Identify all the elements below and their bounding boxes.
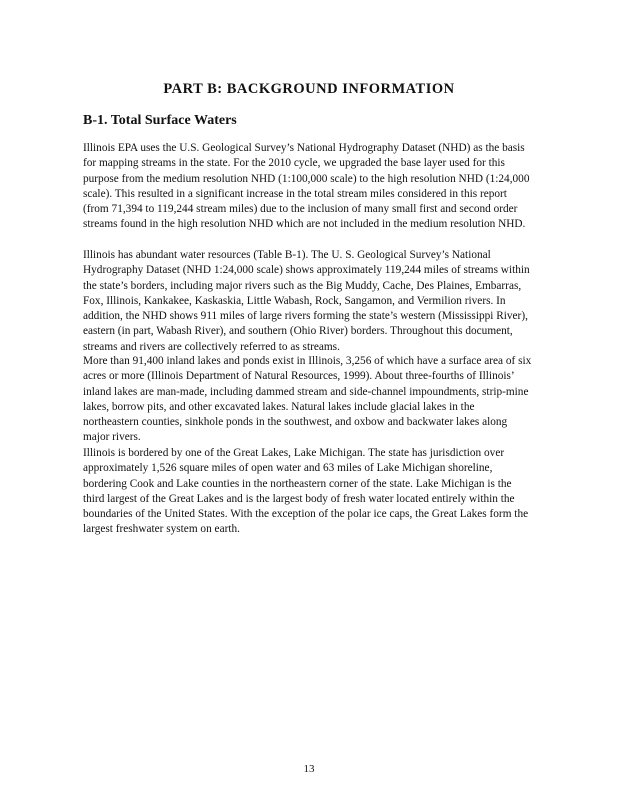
paragraph-lake-michigan: Illinois is bordered by one of the Great Lakes, Lake Michigan. The state has jurisdiction over approximately 1,526 square miles of open water and 63 miles of Lake Michigan shoreline, bordering Cook and Lake counties in the northeastern corner of the state. Lake Michigan is the third largest of the Great Lakes and is the largest body of fresh water located entirely within the boundaries of the United States. With the exception of the polar ice caps, the Great Lakes form the largest freshwater system on earth.	[83, 447, 529, 536]
paragraph-nhd-upgrade: Illinois EPA uses the U.S. Geological Survey’s National Hydrography Dataset (NHD) as the basis for mapping streams in the state. For the 2010 cycle, we upgraded the base layer used for this purpose from the medium resolution NHD (1:100,000 scale) to the high resolution NHD (1:24,000 scale). This resulted in a significant increase in the total stream miles considered in this report (from 71,394 to 119,244 stream miles) due to the inclusion of many small first and second order streams found in the high resolution NHD which are not included in the medium resolution NHD.	[83, 142, 530, 231]
part-title: PART B: BACKGROUND INFORMATION	[163, 81, 455, 97]
section-heading: B-1. Total Surface Waters	[83, 113, 237, 128]
paragraph-lakes: More than 91,400 inland lakes and ponds exist in Illinois, 3,256 of which have a surface area of six acres or more (Illinois Department of Natural Resources, 1999). About three-fourths of Illinois’ inland lakes are man-made, including dammed stream and side-channel impoundments, strip-mine lakes, borrow pits, and other excavated lakes. Natural lakes include glacial lakes in the northeastern counties, sinkhole ponds in the southwest, and oxbow and backwater lakes along major rivers.	[83, 355, 532, 444]
paragraph-streams: Illinois has abundant water resources (Table B-1). The U. S. Geological Survey’s National Hydrography Dataset (NHD 1:24,000 scale) shows approximately 119,244 miles of streams within the state’s borders, including major rivers such as the Big Muddy, Cache, Des Plaines, Embarras, Fox, Illinois, Kankakee, Kaskaskia, Little Wabash, Rock, Sangamon, and Vermilion rivers. In addition, the NHD shows 911 miles of large rivers forming the state’s western (Mississippi River), eastern (in part, Wabash River), and southern (Ohio River) borders. Throughout this document, streams and rivers are collectively referred to as streams.	[83, 249, 530, 353]
page-number: 13	[303, 763, 315, 775]
